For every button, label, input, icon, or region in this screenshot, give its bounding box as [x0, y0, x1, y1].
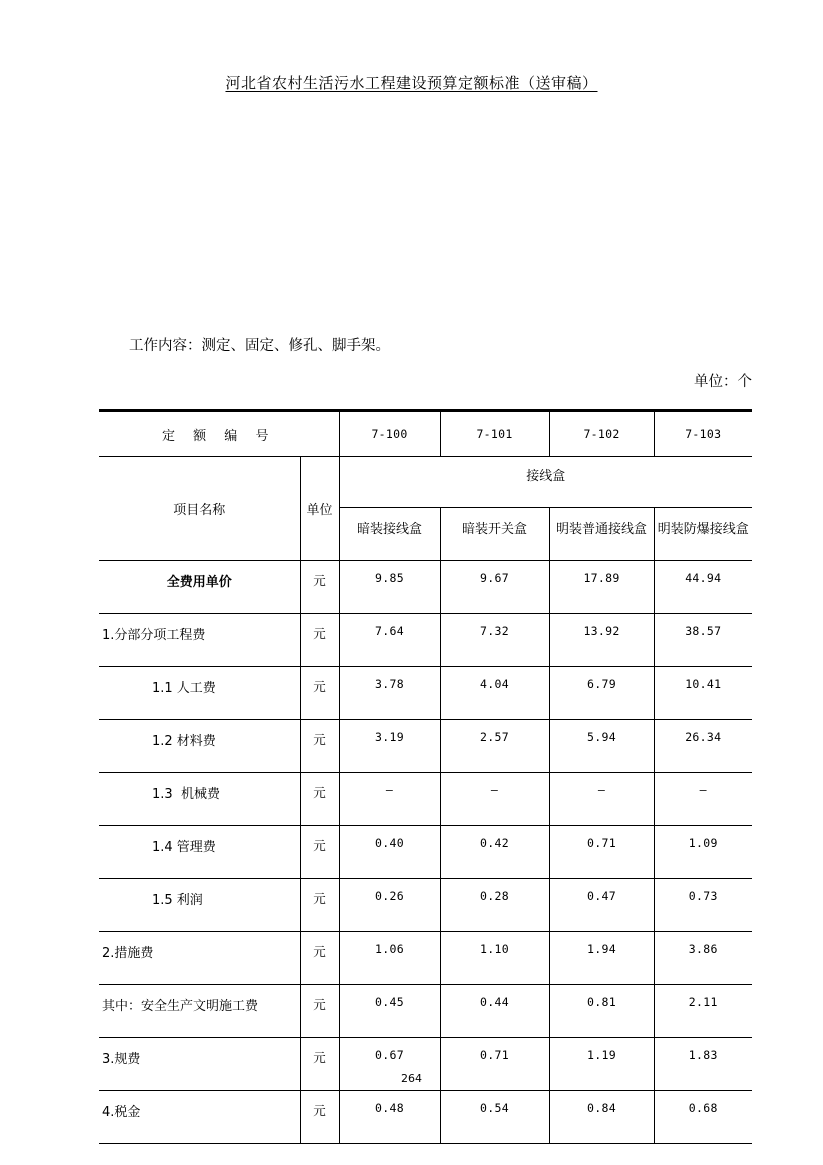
item-name: 其中：安全生产文明施工费	[99, 985, 300, 1038]
value-cell: 0.81	[549, 985, 654, 1038]
value-cell: 1.06	[339, 932, 440, 985]
value-cell: –	[339, 773, 440, 826]
table-row	[99, 985, 752, 1038]
value-cell: 0.54	[440, 1091, 549, 1144]
table-row	[99, 667, 752, 720]
unit-label: 单位：个	[694, 374, 752, 390]
value-cell: 0.42	[440, 826, 549, 879]
sub-header-cell: 暗装接线盒	[339, 508, 440, 561]
value-cell: 3.78	[339, 667, 440, 720]
table-row	[99, 561, 752, 614]
unit-cell: 元	[300, 1091, 339, 1144]
value-cell: 3.19	[339, 720, 440, 773]
quota-code-cell: 7-103	[654, 411, 752, 457]
value-cell: 38.57	[654, 614, 752, 667]
value-cell: 1.10	[440, 932, 549, 985]
quota-code-row	[99, 411, 752, 457]
unit-cell: 元	[300, 773, 339, 826]
table-row	[99, 720, 752, 773]
group-header: 接线盒	[339, 457, 752, 508]
item-name: 1.分部分项工程费	[99, 614, 300, 667]
value-cell: 0.67	[339, 1038, 440, 1091]
document-header	[0, 72, 823, 93]
sub-header-cell: 暗装开关盒	[440, 508, 549, 561]
item-name: 1.3 机械费	[99, 773, 300, 826]
item-name: 3.规费	[99, 1038, 300, 1091]
value-cell: 1.83	[654, 1038, 752, 1091]
unit-cell: 元	[300, 614, 339, 667]
quota-code-label: 定 额 编 号	[162, 428, 276, 444]
value-cell: 0.47	[549, 879, 654, 932]
item-name: 1.2 材料费	[99, 720, 300, 773]
sub-header-cell: 明装防爆接线盒	[654, 508, 752, 561]
value-cell: 0.71	[549, 826, 654, 879]
item-name: 全费用单价	[99, 561, 300, 614]
item-name: 1.4 管理费	[99, 826, 300, 879]
item-name: 2.措施费	[99, 932, 300, 985]
item-name: 1.5 利润	[99, 879, 300, 932]
value-cell: 1.94	[549, 932, 654, 985]
quota-code-cell: 7-102	[549, 411, 654, 457]
value-cell: 5.94	[549, 720, 654, 773]
unit-cell: 元	[300, 1038, 339, 1091]
value-cell: –	[654, 773, 752, 826]
unit-cell: 元	[300, 985, 339, 1038]
unit-cell: 元	[300, 667, 339, 720]
value-cell: 1.09	[654, 826, 752, 879]
quota-table	[99, 409, 752, 1144]
unit-cell: 元	[300, 879, 339, 932]
value-cell: 0.44	[440, 985, 549, 1038]
unit-cell: 元	[300, 826, 339, 879]
value-cell: 26.34	[654, 720, 752, 773]
page-number: 264	[401, 1072, 422, 1085]
value-cell: 0.73	[654, 879, 752, 932]
work-content: 工作内容：测定、固定、修孔、脚手架。	[129, 338, 390, 354]
value-cell: –	[440, 773, 549, 826]
item-name: 1.1 人工费	[99, 667, 300, 720]
value-cell: 0.71	[440, 1038, 549, 1091]
quota-code-cell: 7-101	[440, 411, 549, 457]
value-cell: 0.68	[654, 1091, 752, 1144]
value-cell: 17.89	[549, 561, 654, 614]
value-cell: 13.92	[549, 614, 654, 667]
item-name-header: 项目名称	[99, 457, 300, 561]
value-cell: 0.48	[339, 1091, 440, 1144]
table-row	[99, 614, 752, 667]
value-cell: 6.79	[549, 667, 654, 720]
table-row	[99, 826, 752, 879]
unit-cell: 元	[300, 720, 339, 773]
value-cell: 4.04	[440, 667, 549, 720]
table-row	[99, 1091, 752, 1144]
sub-header-cell: 明装普通接线盒	[549, 508, 654, 561]
value-cell: 7.32	[440, 614, 549, 667]
value-cell: 3.86	[654, 932, 752, 985]
value-cell: 9.85	[339, 561, 440, 614]
table-row	[99, 879, 752, 932]
table-row	[99, 773, 752, 826]
value-cell: 44.94	[654, 561, 752, 614]
value-cell: 7.64	[339, 614, 440, 667]
unit-header: 单位	[300, 457, 339, 561]
unit-cell: 元	[300, 932, 339, 985]
item-name: 4.税金	[99, 1091, 300, 1144]
value-cell: 1.19	[549, 1038, 654, 1091]
value-cell: 0.40	[339, 826, 440, 879]
value-cell: 0.84	[549, 1091, 654, 1144]
value-cell: 2.11	[654, 985, 752, 1038]
value-cell: 0.28	[440, 879, 549, 932]
unit-cell: 元	[300, 561, 339, 614]
table-row	[99, 932, 752, 985]
value-cell: 0.26	[339, 879, 440, 932]
quota-code-label-cell	[99, 411, 339, 457]
value-cell: 2.57	[440, 720, 549, 773]
value-cell: –	[549, 773, 654, 826]
value-cell: 0.45	[339, 985, 440, 1038]
quota-code-cell: 7-100	[339, 411, 440, 457]
group-header-row	[99, 457, 752, 508]
value-cell: 10.41	[654, 667, 752, 720]
document-title: 河北省农村生活污水工程建设预算定额标准（送审稿）	[225, 74, 598, 92]
value-cell: 9.67	[440, 561, 549, 614]
